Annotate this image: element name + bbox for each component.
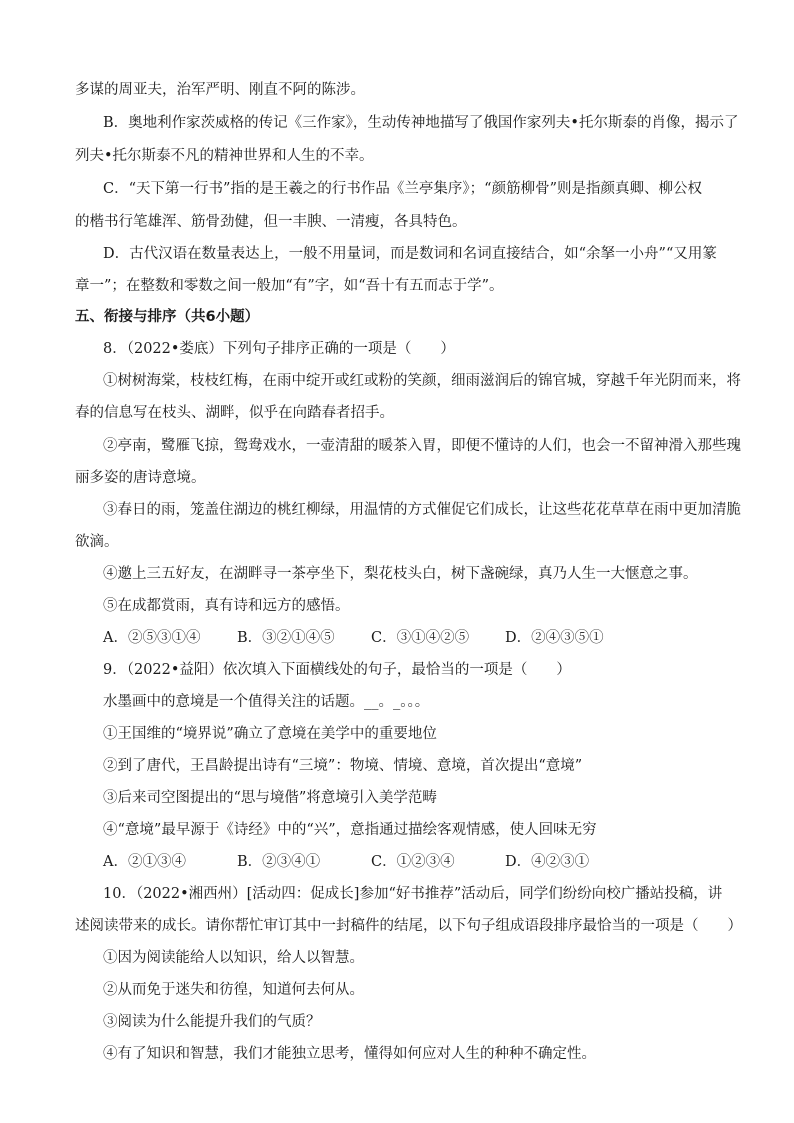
q9-sentence-2: ②到了唐代，王昌龄提出诗有“三境”：物境、情境、意境，首次提出“意境” xyxy=(103,758,583,774)
q7-option-c-line2: 的楷书行笔雄浑、筋骨劲健，但一丰腴、一清瘦，各具特色。 xyxy=(75,214,467,230)
q8-sentence-3-line1: ③春日的雨，笼盖住湖边的桃红柳绿，用温情的方式催促它们成长，让这些花花草草在雨中更加清脆 xyxy=(103,502,741,518)
q8-sentence-5: ⑤在成都赏雨，真有诗和远方的感悟。 xyxy=(103,598,350,614)
q7-option-c-line1: C．“天下第一行书”指的是王羲之的行书作品《兰亭集序》；“颜筋柳骨”则是指颜真卿、柳公权 xyxy=(103,181,702,197)
q8-option-a: A．②⑤③①④ xyxy=(103,630,201,646)
q9-passage: 水墨画中的意境是一个值得关注的话题。__。_。。。 xyxy=(103,694,430,710)
q8-sentence-1-line2: 春的信息写在枝头、湖畔，似乎在向踏春者招手。 xyxy=(75,405,394,421)
q8-stem: 8．（2022•娄底）下列句子排序正确的一项是（ ） xyxy=(103,341,455,357)
q7-option-b-line1: B．奥地利作家茨威格的传记《三作家》，生动传神地描写了俄国作家列夫•托尔斯泰的肖像，揭示了 xyxy=(103,115,739,131)
q8-sentence-3-line2: 欲滴。 xyxy=(75,534,119,550)
q8-sentence-2-line2: 丽多姿的唐诗意境。 xyxy=(75,470,206,486)
q9-stem: 9．（2022•益阳）依次填入下面横线处的句子，最恰当的一项是（ ） xyxy=(103,662,571,678)
q8-option-c: C．③①④②⑤ xyxy=(371,630,470,646)
q9-sentence-3: ③后来司空图提出的“思与境偕”将意境引入美学范畴 xyxy=(103,790,437,806)
q8-option-d: D．②④③⑤① xyxy=(505,630,604,646)
q7-option-d-line2: 章一”；在整数和零数之间一般加“有”字，如“吾十有五而志于学”。 xyxy=(75,278,504,294)
q9-option-c: C．①②③④ xyxy=(371,854,455,870)
q9-option-d: D．④②③① xyxy=(505,854,590,870)
q10-sentence-2: ②从而免于迷失和彷徨，知道何去何从。 xyxy=(103,982,364,998)
q9-sentence-1: ①王国维的“境界说”确立了意境在美学中的重要地位 xyxy=(103,726,437,742)
q8-option-b: B．③②①④⑤ xyxy=(237,630,335,646)
q7-option-d-line1: D．古代汉语在数量表达上，一般不用量词，而是数词和名词直接结合，如“余拏一小舟”“又用篆 xyxy=(103,246,717,262)
q9-option-a: A．②①③④ xyxy=(103,854,186,870)
q10-stem-line2: 述阅读带来的成长。请你帮忙审订其中一封稿件的结尾，以下句子组成语段排序最恰当的一项是（ ） xyxy=(75,918,742,934)
q8-sentence-1-line1: ①树树海棠，枝枝红梅，在雨中绽开或红或粉的笑颜，细雨滋润后的锦官城，穿越千年光阴而来，将 xyxy=(103,373,741,389)
q10-sentence-4: ④有了知识和智慧，我们才能独立思考，懂得如何应对人生的种种不确定性。 xyxy=(103,1046,596,1062)
q7-option-b-line2: 列夫•托尔斯泰不凡的精神世界和人生的不幸。 xyxy=(75,148,374,164)
q9-sentence-4: ④“意境”最早源于《诗经》中的“兴”，意指通过描绘客观情感，使人回味无穷 xyxy=(103,822,597,838)
q10-stem-line1: 10．（2022•湘西州）[活动四：促成长]参加“好书推荐”活动后，同学们纷纷向校广播站投稿，讲 xyxy=(103,886,723,902)
section-title: 五、衔接与排序（共6小题） xyxy=(75,309,260,325)
q8-sentence-4: ④邀上三五好友，在湖畔寻一茶亭坐下，梨花枝头白，树下盏碗绿，真乃人生一大惬意之事。 xyxy=(103,566,698,582)
q10-sentence-1: ①因为阅读能给人以知识，给人以智慧。 xyxy=(103,950,364,966)
q9-option-b: B．②③④① xyxy=(237,854,321,870)
q10-sentence-3: ③阅读为什么能提升我们的气质？ xyxy=(103,1014,321,1030)
q7-option-a-tail: 多谋的周亚夫，治军严明、刚直不阿的陈涉。 xyxy=(75,82,365,98)
q8-sentence-2-line1: ②亭南，鹭雁飞掠，鸳鸯戏水，一壶清甜的暖茶入胃，即便不懂诗的人们，也会一不留神滑入那些瑰 xyxy=(103,438,741,454)
